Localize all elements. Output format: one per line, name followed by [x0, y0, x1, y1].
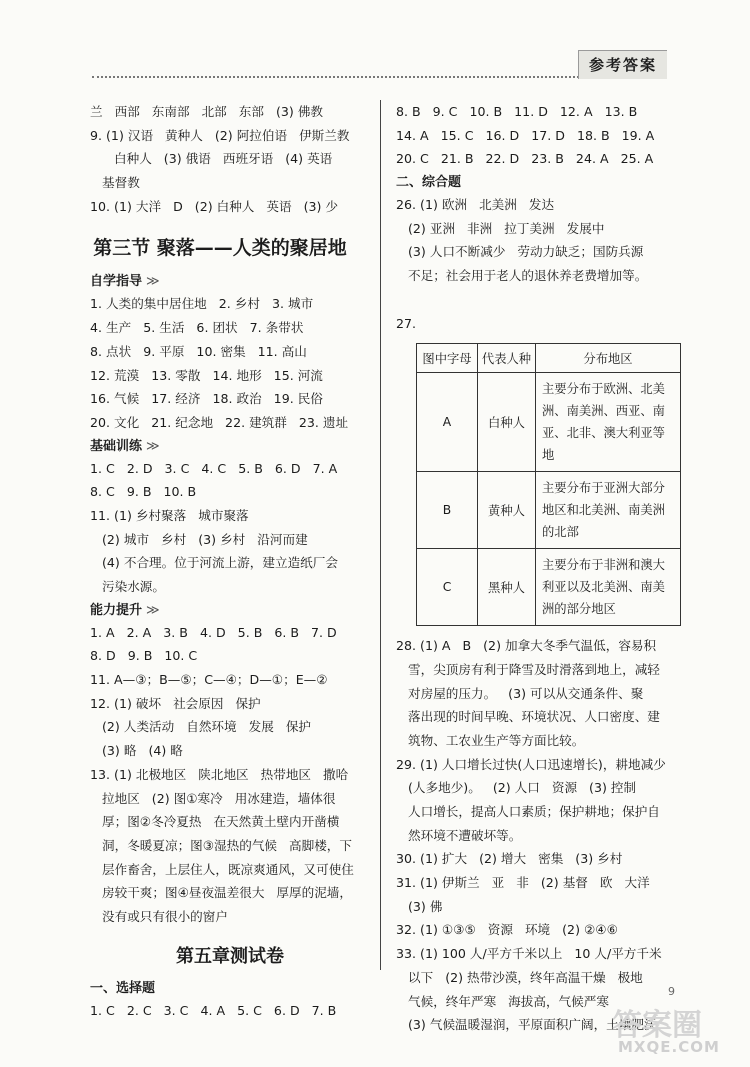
answer-line: 层作畜舍，上层住人，既凉爽通风，又可使住	[90, 861, 354, 877]
answer-line: 12. 荒漠 13. 零散 14. 地形 15. 河流	[90, 367, 323, 383]
answer-line: 洞，冬暖夏凉；图③湿热的气候 高脚楼，下	[90, 837, 352, 853]
section-title: 第三节 聚落——人类的聚居地	[93, 237, 347, 260]
left-top-answers	[90, 100, 370, 218]
table-row	[417, 549, 681, 626]
answer-line: 基督教	[90, 175, 140, 191]
chapter-title: 第五章测试卷	[176, 945, 284, 967]
answer-line: 11. A—③；B—⑤；C—④；D—①；E—②	[90, 672, 328, 688]
answer-line: 拉地区 (2) 图①寒冷 用冰建造，墙体很	[90, 790, 336, 806]
answer-line: 没有或只有很小的窗户	[90, 908, 228, 924]
answer-line: 10. (1) 大洋 D (2) 白种人 英语 (3) 少	[90, 198, 339, 214]
answer-line: 1. C 2. C 3. C 4. A 5. C 6. D 7. B	[90, 1002, 337, 1018]
answer-line: 雪，尖顶房有利于降雪及时滑落到地上，减轻	[396, 661, 660, 677]
answer-line: 14. A 15. C 16. D 17. D 18. B 19. A	[396, 127, 655, 143]
answer-line: (2) 亚洲 非洲 拉丁美洲 发展中	[396, 220, 605, 236]
answer-line: 30. (1) 扩大 (2) 增大 密集 (3) 乡村	[396, 851, 623, 867]
answer-line: 11. (1) 乡村聚落 城市聚落	[90, 507, 249, 523]
table-cell-letter: B	[417, 472, 478, 549]
answer-line: 气候，终年严寒 海拔高，气候严寒	[396, 993, 609, 1009]
right-bottom-answers	[396, 634, 696, 1037]
answer-line: 人口增长，提高人口素质；保护耕地；保护自	[396, 804, 660, 819]
answer-line: (3) 气候温暖湿润，平原面积广阔，土壤肥沃	[396, 1017, 657, 1033]
answer-line: 33. (1) 100 人/平方千米以上 10 人/平方千米	[396, 946, 662, 962]
answer-line: 32. (1) ①③⑤ 资源 环境 (2) ②④⑥	[396, 922, 618, 938]
answer-line: (3) 佛	[396, 898, 443, 914]
answer-line: 厚；图②冬冷夏热 在天然黄土壁内开凿横	[90, 814, 340, 830]
answer-line: 20. C 21. B 22. D 23. B 24. A 25. A	[396, 151, 654, 167]
choice-answers	[90, 999, 370, 1023]
table-cell-area: 主要分布于亚洲大部分地区和北美洲、南美洲的北部	[536, 472, 681, 549]
answer-line: 20. 文化 21. 纪念地 22. 建筑群 23. 遗址	[90, 414, 349, 430]
table-header: 分布地区	[536, 344, 681, 373]
answer-line: (2) 人类活动 自然环境 发展 保护	[90, 719, 312, 735]
table-row	[417, 373, 681, 472]
page-number: 9	[668, 985, 675, 998]
table-cell-race: 白种人	[478, 373, 536, 472]
answer-line: 28. (1) A B (2) 加拿大冬季气温低，容易积	[396, 638, 657, 654]
basic-answers	[90, 457, 370, 599]
table-row	[417, 472, 681, 549]
answer-line: 16. 气候 17. 经济 18. 政治 19. 民俗	[90, 391, 323, 407]
table-cell-race: 黄种人	[478, 472, 536, 549]
table-header-row	[417, 344, 681, 373]
answer-line: 4. 生产 5. 生活 6. 团状 7. 条带状	[90, 320, 304, 336]
synth-answers	[396, 193, 696, 335]
table-header: 代表人种	[478, 344, 536, 373]
answer-line: 以下 (2) 热带沙漠，终年高温干燥 极地	[396, 969, 643, 985]
answer-line: 8. C 9. B 10. B	[90, 484, 197, 500]
table-header: 图中字母	[417, 344, 478, 373]
basic-heading: 基础训练 ≫	[90, 438, 160, 454]
answer-line: 26. (1) 欧洲 北美洲 发达	[396, 197, 555, 213]
left-column	[90, 100, 370, 1022]
answer-line: 然环境不遭破坏等。	[396, 827, 522, 843]
right-column	[396, 100, 696, 1037]
race-table	[416, 343, 681, 626]
ability-heading: 能力提升 ≫	[90, 602, 160, 618]
ability-answers	[90, 621, 370, 929]
table-cell-area: 主要分布于非洲和澳大利亚以及北美洲、南美洲的部分地区	[536, 549, 681, 626]
answer-line: 1. A 2. A 3. B 4. D 5. B 6. B 7. D	[90, 624, 337, 640]
answer-line: 1. C 2. D 3. C 4. C 5. B 6. D 7. A	[90, 460, 338, 476]
watermark-logo: 答案圈 MXQE.COM	[612, 1008, 720, 1056]
answer-line: (2) 城市 乡村 (3) 乡村 沿河而建	[90, 531, 308, 547]
answer-line: 8. B 9. C 10. B 11. D 12. A 13. B	[396, 104, 638, 119]
answer-line: (3) 略 (4) 略	[90, 743, 183, 759]
self-study-heading: 自学指导 ≫	[90, 274, 160, 290]
answer-line: 13. (1) 北极地区 陕北地区 热带地区 撒哈	[90, 766, 349, 782]
header-tab	[578, 50, 667, 79]
self-study-answers	[90, 292, 370, 434]
table-cell-letter: C	[417, 549, 478, 626]
answer-line: 8. 点状 9. 平原 10. 密集 11. 高山	[90, 343, 307, 359]
synth-heading: 二、综合题	[396, 175, 462, 191]
answer-line: 9. (1) 汉语 黄种人 (2) 阿拉伯语 伊斯兰教	[90, 127, 350, 143]
answer-line: 12. (1) 破坏 社会原因 保护	[90, 695, 261, 711]
table-cell-letter: A	[417, 373, 478, 472]
answer-line: 29. (1) 人口增长过快(人口迅速增长)，耕地减少	[396, 756, 666, 772]
answer-line: 8. D 9. B 10. C	[90, 648, 198, 664]
header-title: 参考答案	[589, 56, 658, 74]
answer-line: 27.	[396, 315, 417, 331]
answer-line: 对房屋的压力。 (3) 可以从交通条件、聚	[396, 685, 644, 701]
choice-heading: 一、选择题	[90, 980, 156, 996]
answer-line: 兰 西部 东南部 北部 东部 (3) 佛教	[90, 104, 324, 119]
answer-line: 白种人 (3) 俄语 西班牙语 (4) 英语	[90, 151, 333, 167]
answer-line	[396, 288, 696, 312]
answer-line: (3) 人口不断减少 劳动力缺乏；国防兵源	[396, 244, 644, 260]
answer-line: (4) 不合理。位于河流上游，建立造纸厂会	[90, 555, 338, 571]
answer-line: 污染水源。	[90, 579, 165, 594]
answer-line: 不足；社会用于老人的退休养老费增加等。	[396, 268, 648, 284]
answer-line: 落出现的时间早晚、环境状况、人口密度、建	[396, 709, 660, 725]
right-top-answers	[396, 100, 696, 171]
answer-line: 1. 人类的集中居住地 2. 乡村 3. 城市	[90, 296, 314, 312]
column-divider	[380, 100, 381, 970]
table-cell-race: 黑种人	[478, 549, 536, 626]
table-cell-area: 主要分布于欧洲、北美洲、南美洲、西亚、南亚、北非、澳大利亚等地	[536, 373, 681, 472]
answer-line: 31. (1) 伊斯兰 亚 非 (2) 基督 欧 大洋	[396, 875, 650, 891]
answer-line: 房较干爽；图④昼夜温差很大 厚厚的泥墙，	[90, 885, 352, 901]
answer-line: 筑物、工农业生产等方面比较。	[396, 732, 585, 748]
answer-line: (人多地少)。 (2) 人口 资源 (3) 控制	[396, 780, 637, 796]
